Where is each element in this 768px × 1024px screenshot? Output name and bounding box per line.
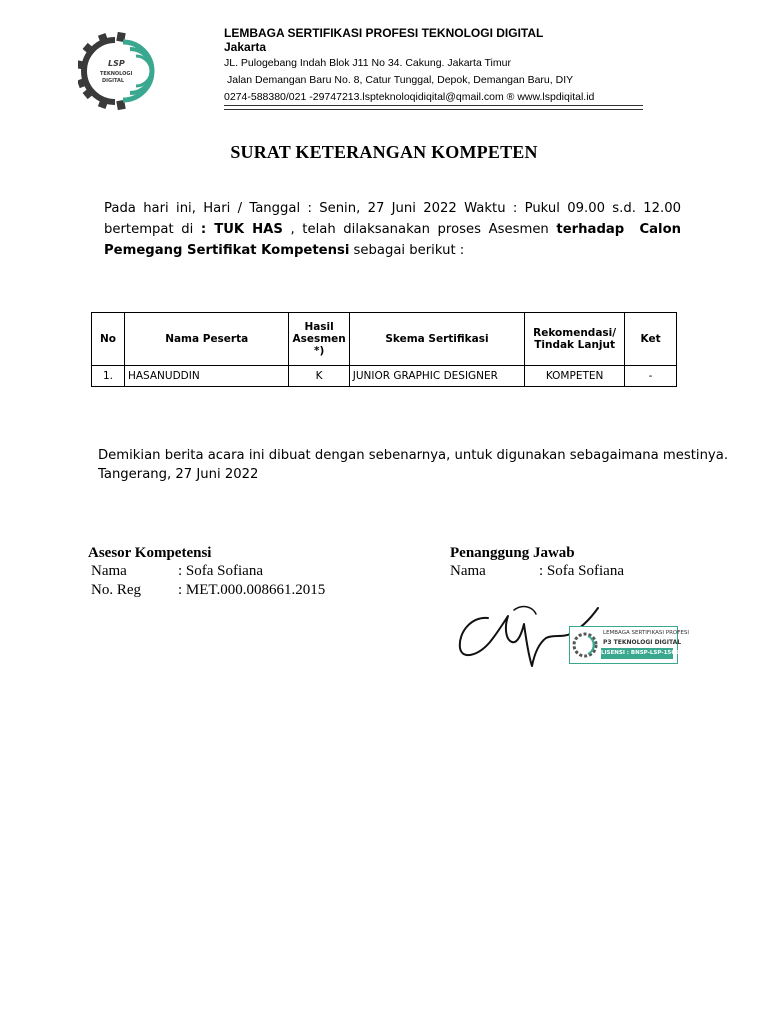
logo-text-digital: DIGITAL — [102, 78, 125, 84]
asesor-name-value: : Sofa Sofiana — [178, 563, 263, 579]
header-nama-peserta: Nama Peserta — [124, 313, 289, 366]
cell-no: 1. — [92, 366, 125, 387]
asesor-reg-label: No. Reg — [91, 582, 141, 598]
org-name: LEMBAGA SERTIFIKASI PROFESI TEKNOLOGI DIGITAL — [224, 26, 544, 40]
lsp-stamp — [569, 626, 690, 664]
address-line-1: JL. Pulogebang Indah Blok J11 No 34. Cakung. Jakarta Timur — [224, 57, 511, 69]
intro-text-1: Pada hari ini, Hari / Tanggal : Senin, 27 Juni 2022 Waktu : Pukul 09.00 s.d. 12.00 bertempat di — [104, 201, 681, 237]
header-ket: Ket — [625, 313, 677, 366]
intro-text-2: , telah dilaksanakan proses Asesmen — [282, 222, 557, 237]
logo-text-teknologi: TEKNOLOGI — [100, 71, 133, 77]
penanggung-name-value: : Sofa Sofiana — [539, 563, 624, 579]
intro-calon: Calon Pemegang Sertifikat Kompetensi — [104, 222, 682, 258]
intro-text-3: sebagai berikut : — [349, 243, 465, 258]
intro-tuk: : TUK HAS — [200, 222, 283, 237]
header-rule-top — [224, 105, 643, 106]
cell-hasil: K — [289, 366, 349, 387]
table-row — [92, 366, 677, 387]
intro-paragraph — [104, 198, 681, 261]
asesor-name-label: Nama — [91, 563, 127, 579]
logo-text-lsp: LSP — [108, 59, 125, 68]
stamp-logo-icon — [572, 630, 600, 660]
org-city: Jakarta — [224, 40, 267, 54]
table-header-row — [92, 313, 677, 366]
place-date: Tangerang, 27 Juni 2022 — [98, 467, 259, 482]
cell-skema: JUNIOR GRAPHIC DESIGNER — [349, 366, 524, 387]
contact-line: 0274-588380/021 -29747213.lspteknoloqidiqital@qmail.com ® www.lspdiqital.id — [224, 91, 595, 103]
stamp-license: LISENSI : BNSP-LSP-1565-ID — [601, 648, 673, 659]
cell-ket: - — [625, 366, 677, 387]
header-hasil-asesmen: Hasil Asesmen *) — [289, 313, 349, 366]
penanggung-heading: Penanggung Jawab — [450, 545, 575, 561]
header-rekomendasi: Rekomendasi/ Tindak Lanjut — [525, 313, 625, 366]
penanggung-name-label: Nama — [450, 563, 486, 579]
header-no: No — [92, 313, 125, 366]
stamp-line-2: P3 TEKNOLOGI DIGITAL — [603, 639, 682, 646]
closing-statement: Demikian berita acara ini dibuat dengan sebenarnya, untuk digunakan sebagaimana mestinya. — [98, 448, 729, 463]
asesor-heading: Asesor Kompetensi — [88, 545, 212, 561]
address-line-2: Jalan Demangan Baru No. 8, Catur Tunggal, Depok, Demangan Baru, DIY — [227, 74, 574, 86]
document-title: SURAT KETERANGAN KOMPETEN — [230, 142, 538, 162]
stamp-line-1: LEMBAGA SERTIFIKASI PROFESI — [603, 630, 690, 636]
lsp-logo — [78, 30, 160, 112]
cell-nama: HASANUDDIN — [124, 366, 289, 387]
header-skema-sertifikasi: Skema Sertifikasi — [349, 313, 524, 366]
asesor-reg-value: : MET.000.008661.2015 — [178, 582, 326, 598]
intro-terhadap: terhadap — [556, 222, 625, 237]
cell-rekomendasi: KOMPETEN — [525, 366, 625, 387]
header-rule-bottom — [224, 109, 643, 110]
competency-table — [91, 312, 677, 387]
